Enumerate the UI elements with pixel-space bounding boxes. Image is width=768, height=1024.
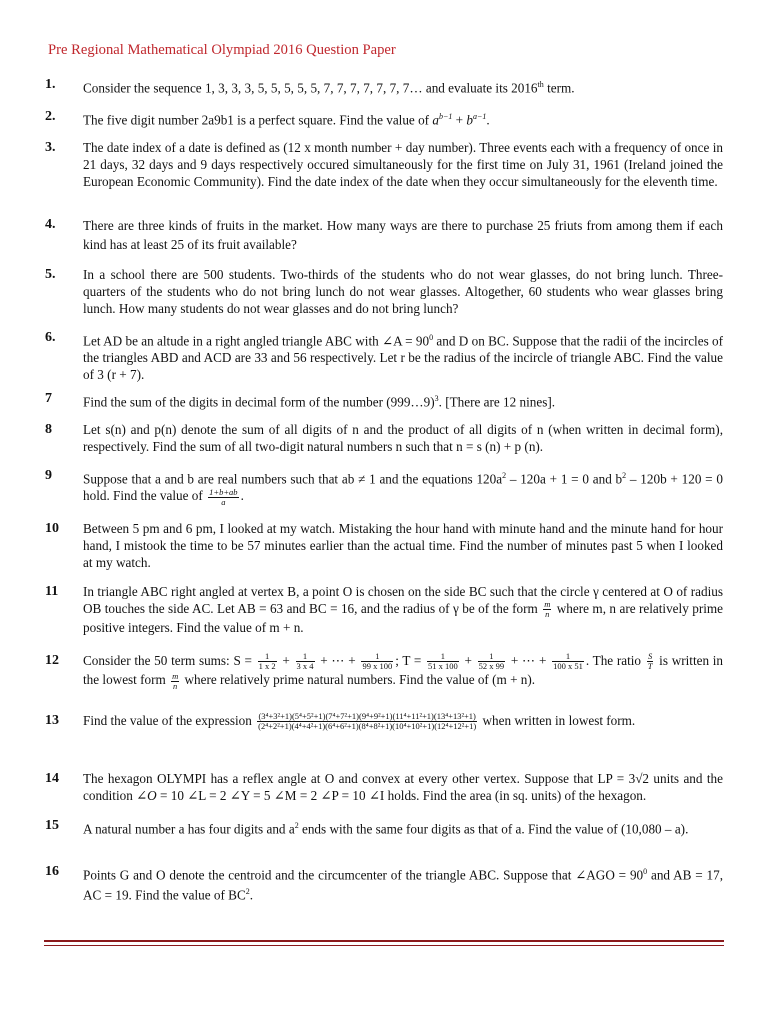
- question-text: Let s(n) and p(n) denote the sum of all digits of n and the product of all digits of n (when written in decimal form), respectively. Find the sum of all two-digit natural numbers n such that n = s (n) + p (n).: [83, 422, 723, 454]
- question-number: 15: [45, 818, 59, 833]
- fraction: $\frac{\text{(3⁴+3²+1)(5⁴+5²+1)(7⁴+7²+1)(9⁴+9²+1)(11⁴+11²+1)(13⁴+13²+1)}}{\text{(2⁴+2²+1)(4⁴+4²+1)(6⁴+6²+1)(8⁴+8²+1)(10⁴+10²+1)(12⁴+12²+1)}}$: [258, 711, 477, 732]
- question-number: 13: [45, 713, 59, 728]
- question-1: [45, 76, 723, 96]
- question-number: 8: [45, 422, 52, 437]
- question-12: [45, 652, 723, 691]
- question-number: 16: [45, 864, 59, 879]
- question-number: 10: [45, 521, 59, 536]
- question-7: [45, 390, 723, 410]
- page-title: Pre Regional Mathematical Olympiad 2016 Question Paper: [48, 42, 396, 58]
- question-9: [45, 467, 723, 507]
- question-number: 2.: [45, 109, 56, 124]
- question-15: [45, 817, 723, 837]
- question-text: A natural number a has four digits and $a^2$ ends with the same four digits as that of a. Find the value of (10,080 – a).: [83, 821, 689, 837]
- question-number: 11: [45, 584, 59, 599]
- footer-rule: [44, 940, 724, 942]
- question-text: Let AD be an altude in a right angled triangle ABC with ∠A = $90^0$ and D on BC. Suppose that the radii of the incircles of the triangles ABD and ACD are 33 and 56 respectively. Let r be the radius of the incircle of triangle ABC. Find the value of 3 (r + 7).: [83, 333, 723, 383]
- question-text: Consider the sequence 1, 3, 3, 3, 5, 5, 5, 5, 5, 7, 7, 7, 7, 7, 7, 7… and evaluate its 2016th term.: [83, 80, 575, 96]
- question-8: [45, 421, 723, 455]
- footer-rule-thin: [44, 945, 724, 946]
- question-number: 9: [45, 468, 52, 483]
- question-11: [45, 583, 723, 636]
- fraction: $\frac{1+b+ab}{a}$: [209, 486, 238, 507]
- question-4: [45, 216, 723, 254]
- question-text: In triangle ABC right angled at vertex B, a point O is chosen on the side BC such that the circle γ centered at O of radius OB touches the side AC. Let AB = 63 and BC = 16, and the radius of γ be of the form $\frac{m}{n}$ where m, n are relatively prime positive integers. Find the value of m + n.: [83, 584, 723, 636]
- question-text: The hexagon OLYMPI has a reflex angle at O and convex at every other vertex. Suppose that LP = 3√2 units and the condition ∠O = 10 ∠L = 2 ∠Y = 5 ∠M = 2 ∠P = 10 ∠I holds. Find the area (in sq. units) of the hexagon.: [83, 771, 723, 803]
- question-text: There are three kinds of fruits in the market. How many ways are there to purchase 25 friuts from among them if each kind has at least 25 of its fruit available?: [83, 218, 723, 252]
- question-text: Consider the 50 term sums: S = $\frac{1}{1 x 2}$ + $\frac{1}{3 x 4}$ + ⋯ + $\frac{1}{99 x 100}$ ; T = $\frac{1}{51 x 100}$ + $\frac{1}{52 x 99}$ + ⋯ + $\frac{1}{100 x 51}$ . The ratio $\frac{S}{T}$ is written in the lowest form $\frac{m}{n}$ where relatively prime natural numbers. Find the value of (m + n).: [83, 651, 724, 691]
- question-16: [45, 863, 723, 904]
- question-14: [45, 770, 723, 804]
- question-number: 14: [45, 771, 59, 786]
- question-10: [45, 520, 723, 571]
- question-number: 3.: [45, 140, 56, 155]
- question-number: 5.: [45, 267, 56, 282]
- question-2: [45, 108, 723, 128]
- question-6: [45, 329, 723, 383]
- question-text: Find the sum of the digits in decimal form of the number (999…9)$^3$. [There are 12 nines].: [83, 394, 556, 410]
- fraction: $\frac{m}{n}$: [544, 599, 551, 620]
- question-5: [45, 266, 723, 317]
- question-text: Suppose that a and b are real numbers such that ab ≠ 1 and the equations $120a^2 - 120a + 1 = 0$ and $b^2 - 120b + 120 = 0$ hold. Find the value of $\frac{1+b+ab}{a}$ .: [83, 471, 723, 507]
- question-number: 6.: [45, 330, 56, 345]
- question-text: The five digit number 2a9b1 is a perfect square. Find the value of $a^{b-1} + b^{a-1}$.: [83, 112, 490, 128]
- question-number: 12: [45, 653, 59, 668]
- question-text: Points G and O denote the centroid and the circumcenter of the triangle ABC. Suppose that ∠AGO = $90^0$ and AB = 17, AC = 19. Find the value of $BC^2$.: [83, 867, 723, 903]
- question-text: Find the value of the expression $\frac{\text{(3⁴+3²+1)(5⁴+5²+1)(7⁴+7²+1)(9⁴+9²+1)(11⁴+11²+1)(13⁴+13²+1)}}{\text{(2⁴+2²+1)(4⁴+4²+1)(6⁴+6²+1)(8⁴+8²+1)(10⁴+10²+1)(12⁴+12²+1)}}$ when written in lowest form.: [83, 711, 636, 732]
- question-text: In a school there are 500 students. Two-thirds of the students who do not wear glasses, do not bring lunch. Three-quarters of the students who do not bring lunch do not wear glasses. Altogether, 60 students who wear glasses bring lunch. How many students do not wear glasses and do not bring lunch?: [83, 267, 723, 316]
- question-number: 7: [45, 391, 52, 406]
- question-number: 4.: [45, 217, 56, 232]
- question-text: The date index of a date is defined as (12 x month number + day number). Three events each with a frequency of once in 21 days, 32 days and 9 days respectively occured simultaneously for the first time on July 31, 1961 (Ireland joined the European Economic Community). Find the date index of the date when they occur simultaneously for the eleventh time.: [83, 140, 723, 189]
- question-text: Between 5 pm and 6 pm, I looked at my watch. Mistaking the hour hand with minute hand and the minute hand for hour hand, I mistook the time to be 57 minutes earlier than the actual time. Find the number of minutes past 5 when I looked at my watch.: [83, 521, 723, 570]
- question-number: 1.: [45, 77, 56, 92]
- question-3: [45, 139, 723, 190]
- question-13: [45, 712, 723, 731]
